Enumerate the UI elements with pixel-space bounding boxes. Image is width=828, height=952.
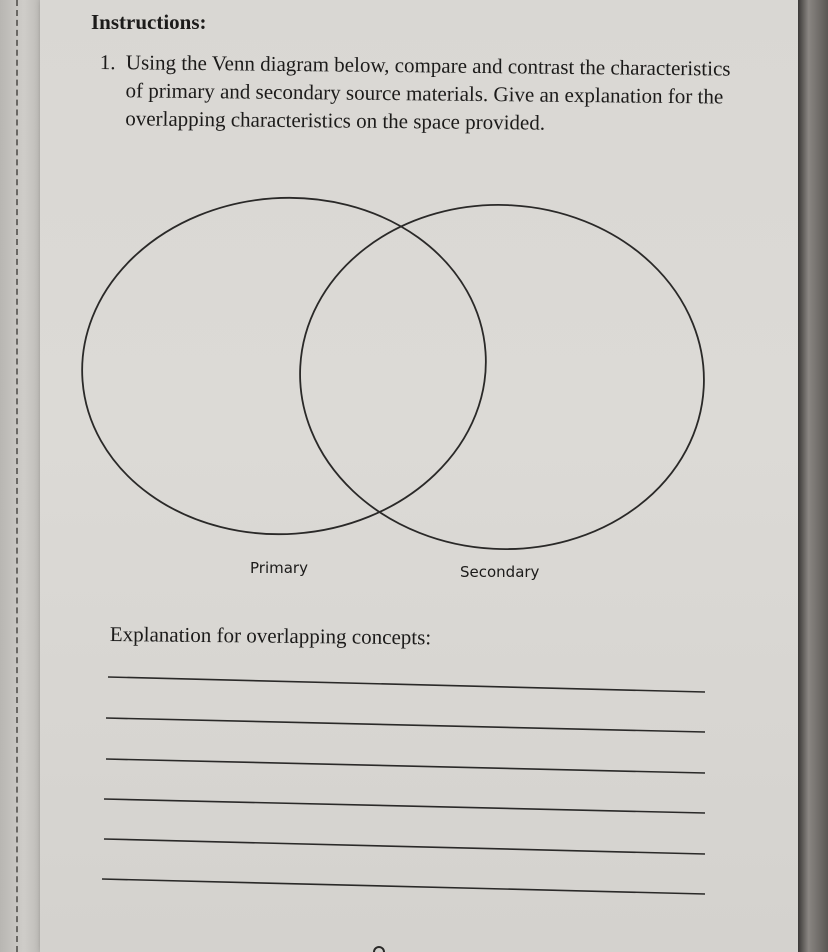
venn-label-secondary: Secondary xyxy=(460,563,540,581)
venn-circle-primary xyxy=(71,184,497,547)
instruction-text: Using the Venn diagram below, compare and contrast the characteristics of primary and secondary source materials. Give an explanation for the overlapping characteristics on the space provided. xyxy=(125,50,731,135)
item-number: 1. xyxy=(99,49,116,75)
explanation-label: Explanation for overlapping concepts: xyxy=(109,622,432,650)
answer-line xyxy=(104,799,705,813)
venn-circle-secondary xyxy=(291,195,712,560)
answer-line xyxy=(102,879,705,894)
answer-line xyxy=(108,677,705,692)
answer-lines xyxy=(102,677,705,894)
page-number-fragment xyxy=(372,940,386,952)
answer-line xyxy=(104,839,705,854)
answer-line xyxy=(106,759,705,773)
venn-label-primary: Primary xyxy=(250,559,308,577)
answer-line xyxy=(106,718,705,732)
instructions-heading: Instructions: xyxy=(91,10,207,34)
